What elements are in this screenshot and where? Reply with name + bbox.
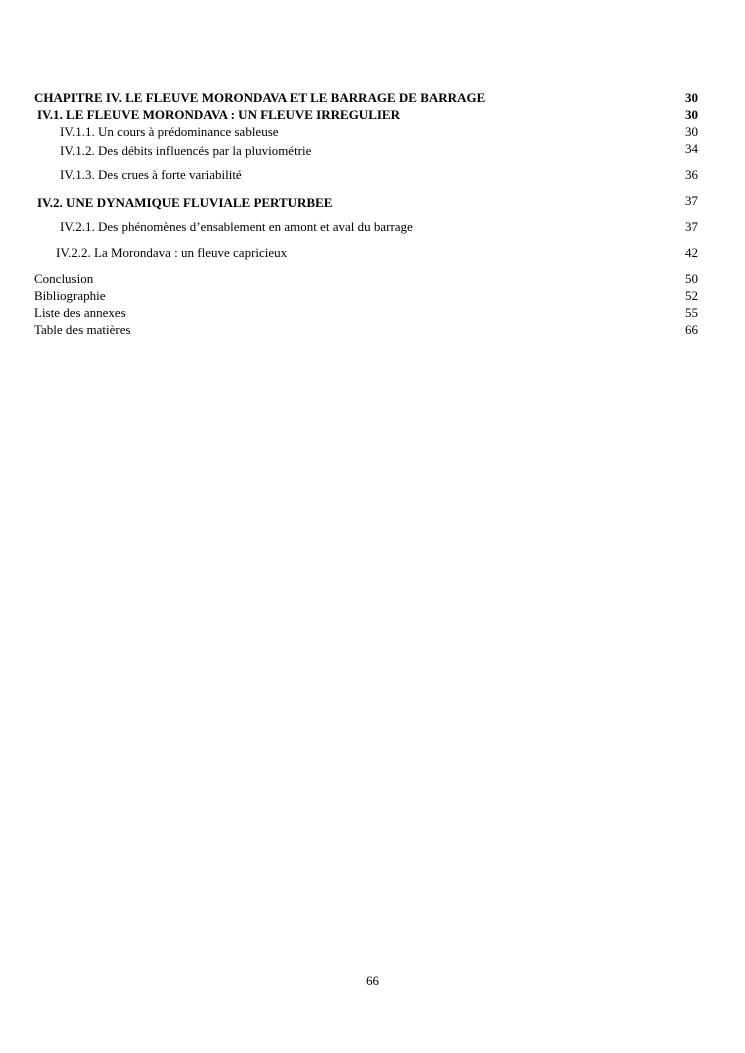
toc-entry-page: 52 [685,288,698,303]
toc-entry-page: 42 [685,245,698,260]
toc-entry-section-4-2 [0,192,745,209]
toc-entry-page: 66 [685,322,698,337]
toc-entry-label: IV.2.1. Des phénomènes d’ensablement en amont et aval du barrage [60,219,413,234]
toc-entry-label: Liste des annexes [34,305,126,320]
toc-entry-label: Table des matières [34,322,131,337]
toc-entry-page: 30 [685,90,698,105]
toc-entry-subsection-4-2-2 [0,244,745,261]
toc-entry-page: 55 [685,305,698,320]
page-number: 66 [366,973,379,988]
toc-entry-label: IV.1. LE FLEUVE MORONDAVA : UN FLEUVE IRREGULIER [37,107,400,122]
toc-entry-label: IV.2. UNE DYNAMIQUE FLUVIALE PERTURBEE [37,195,333,210]
toc-entry-subsection-4-1-3 [0,166,745,183]
toc-entry-subsection-4-1-1 [0,123,745,140]
toc-entry-liste-annexes [0,304,745,321]
toc-entry-page: 30 [685,124,698,139]
toc-entry-page: 37 [685,193,698,208]
toc-entry-bibliographie [0,287,745,304]
toc-entry-page: 30 [685,107,698,122]
toc-entry-label: IV.1.3. Des crues à forte variabilité [60,167,242,182]
toc-entry-conclusion [0,270,745,287]
toc-entry-label: IV.1.1. Un cours à prédominance sableuse [60,124,279,139]
toc-entry-subsection-4-1-2 [0,140,745,157]
toc-entry-table-matieres [0,321,745,338]
toc-entry-chapter-4 [0,89,745,106]
toc-entry-label: IV.1.2. Des débits influencés par la pluviométrie [60,143,312,158]
toc-entry-page: 37 [685,219,698,234]
toc-entry-label: CHAPITRE IV. LE FLEUVE MORONDAVA ET LE BARRAGE DE BARRAGE [34,90,486,105]
toc-entry-label: Bibliographie [34,288,106,303]
toc-entry-page: 50 [685,271,698,286]
toc-entry-subsection-4-2-1 [0,218,745,235]
toc-entry-page: 36 [685,167,698,182]
toc-entry-label: IV.2.2. La Morondava : un fleuve capricieux [56,245,288,260]
toc-entry-page: 34 [685,141,698,156]
toc-entry-section-4-1 [0,106,745,123]
toc-entry-label: Conclusion [34,271,94,286]
